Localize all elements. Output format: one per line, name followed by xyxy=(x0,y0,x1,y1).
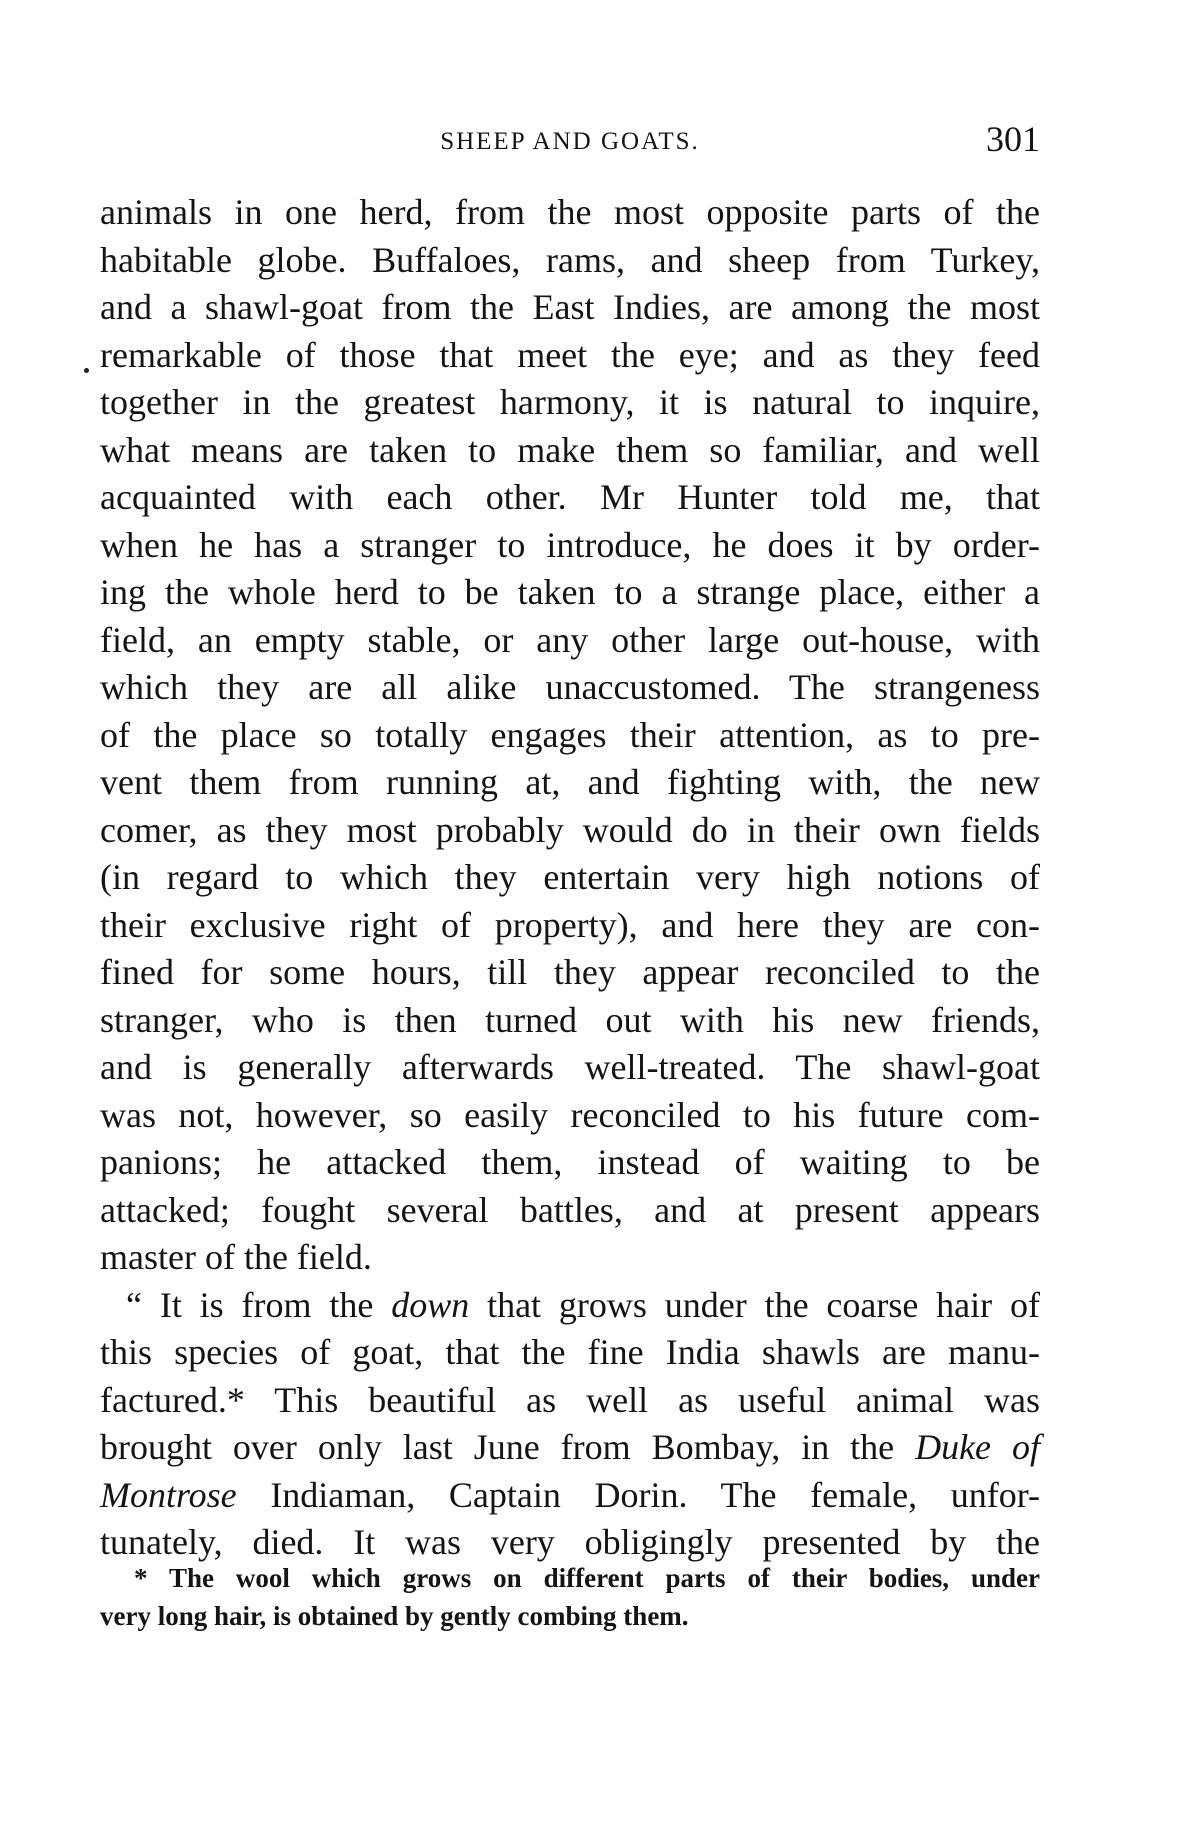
text-line: (in regard to which they entertain very high notions of xyxy=(100,857,1040,897)
text-line: together in the greatest harmony, it is natural to inquire, xyxy=(100,382,1040,422)
text-line: animals in one herd, from the most opposite parts of the xyxy=(100,192,1040,232)
text-line: their exclusive right of property), and here they are con- xyxy=(100,904,1040,945)
running-title: SHEEP AND GOATS. xyxy=(440,128,700,155)
page-number: 301 xyxy=(986,119,1040,159)
text-line: when he has a stranger to introduce, he does it by order- xyxy=(100,524,1040,565)
text-line: fined for some hours, till they appear reconciled to the xyxy=(100,952,1040,992)
text-span: brought over only last June from Bombay, in the xyxy=(100,1427,916,1467)
italic-word: down xyxy=(391,1284,470,1325)
text-line: and is generally afterwards well-treated. The shawl-goat xyxy=(100,1047,1040,1087)
text-line: and a shawl-goat from the East Indies, are among the most xyxy=(100,287,1040,327)
text-span: Indiaman, Captain Dorin. The female, unfor- xyxy=(236,1474,1040,1515)
text-line: which they are all alike unaccustomed. The strangeness xyxy=(100,667,1040,707)
text-line xyxy=(100,1282,1040,1330)
text-line: acquainted with each other. Mr Hunter told me, that xyxy=(100,477,1040,517)
text-span: that grows under the coarse hair of xyxy=(469,1284,1040,1325)
text-line: factured.* This beautiful as well as useful animal was xyxy=(100,1379,1040,1420)
text-line: tunately, died. It was very obligingly presented by the xyxy=(100,1522,1040,1562)
running-head xyxy=(100,118,1040,168)
footnote xyxy=(100,1559,1040,1635)
text-line: master of the field. xyxy=(100,1237,372,1277)
text-line: remarkable of those that meet the eye; and as they feed xyxy=(100,334,1040,375)
text-line: was not, however, so easily reconciled to his future com- xyxy=(100,1094,1040,1135)
text-line: field, an empty stable, or any other large out-house, with xyxy=(100,619,1040,660)
text-line: what means are taken to make them so familiar, and well xyxy=(100,429,1040,470)
ship-name-italic: Montrose xyxy=(100,1474,237,1515)
text-line: panions; he attacked them, instead of waiting to be xyxy=(100,1142,1040,1182)
text-line: of the place so totally engages their attention, as to pre- xyxy=(100,714,1040,755)
text-line: attacked; fought several battles, and at present appears xyxy=(100,1189,1040,1230)
text-line: this species of goat, that the fine India shawls are manu- xyxy=(100,1332,1040,1372)
text-line: ing the whole herd to be taken to a strange place, either a xyxy=(100,572,1040,612)
text-line: vent them from running at, and fighting with, the new xyxy=(100,762,1040,802)
footnote-line: very long hair, is obtained by gently combing them. xyxy=(100,1601,689,1631)
text-line: stranger, who is then turned out with his new friends, xyxy=(100,999,1040,1040)
text-line: comer, as they most probably would do in their own fields xyxy=(100,809,1040,850)
footnote-line: * The wool which grows on different parts of their bodies, under xyxy=(134,1563,1040,1593)
text-span: “ It is from the xyxy=(126,1284,392,1325)
body-text xyxy=(100,189,1040,1567)
text-line: habitable globe. Buffaloes, rams, and sheep from Turkey, xyxy=(100,239,1040,280)
margin-speck xyxy=(84,368,89,373)
ship-name-italic: Duke of xyxy=(915,1427,1040,1467)
text-line xyxy=(100,1472,1040,1520)
text-line xyxy=(100,1424,1040,1472)
